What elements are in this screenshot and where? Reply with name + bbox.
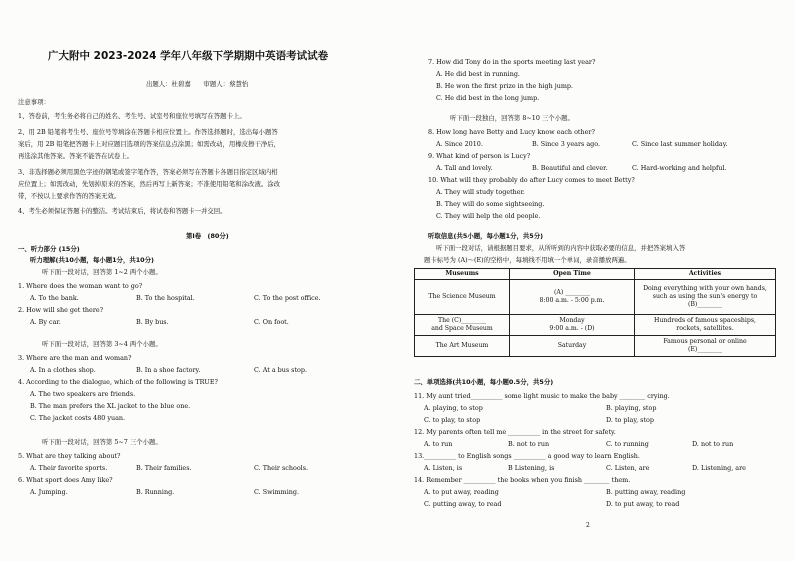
option: A. Tall and lovely. — [436, 164, 493, 172]
table-cell: Hundreds of famous spaceships, rockets, satellites. — [635, 315, 776, 336]
option: A. Jumping. — [30, 488, 68, 496]
question-13: 13.__________ to English songs __________ a good way to learn English. — [414, 452, 640, 460]
question-10: 10. What will they probably do after Lucy comes to meet Betty? — [428, 176, 635, 184]
option: A. In a clothes shop. — [30, 366, 96, 374]
museum-table — [414, 268, 776, 357]
listening-instruction: 听下面一段对话，回答第 1~2 两个小题。 — [42, 268, 162, 276]
table-row — [415, 280, 776, 315]
option: B. not to run — [508, 440, 550, 448]
option: D. not to run — [692, 440, 734, 448]
question-8: 8. How long have Betty and Lucy know each other? — [428, 128, 595, 136]
right-column — [410, 0, 782, 561]
exam-title: 广大附中 2023-2024 学年八年级下学期期中英语考试试卷 — [48, 50, 329, 62]
question-12: 12. My parents often tell me __________ in the street for safety. — [414, 428, 616, 436]
note-line: 应位置上；如需改动，先划掉原来的答案，然后再写上新答案；不准使用铅笔和涂改液。涂改 — [18, 180, 281, 188]
option: C. They will help the old people. — [436, 212, 541, 220]
table-row — [415, 336, 776, 357]
listening-instruction: 听下面一段对话，回答第 3~4 两个小题。 — [42, 340, 162, 348]
option: C. Hard-working and helpful. — [632, 164, 727, 172]
option: B. To the hospital. — [136, 294, 195, 302]
option: A. to run — [424, 440, 453, 448]
table-cell: Doing everything with your own hands, such as using the sun's energy to (B)________ — [635, 280, 776, 315]
table-header: Activities — [635, 269, 776, 280]
question-14: 14. Remember __________ the books when you finish ________ them. — [414, 476, 631, 484]
info-heading: 听取信息(共5小题，每小题1分，共5分) — [428, 232, 544, 240]
option: C. Swimming. — [254, 488, 300, 496]
table-cell: (A) ________ 8:00 a.m. - 5:00 p.m. — [510, 280, 635, 315]
section-heading: 二、单项选择(共10小题，每小题0.5分，共5分) — [414, 378, 554, 386]
option: A. He did best in running. — [436, 70, 520, 78]
question-6: 6. What sport does Amy like? — [18, 476, 113, 484]
option: A. By car. — [30, 318, 61, 326]
option: C. He did best in the long jump. — [436, 94, 540, 102]
option: C. Since last summer holiday. — [632, 140, 728, 148]
option: B. Their families. — [136, 464, 192, 472]
notes-heading: 注意事项： — [18, 98, 50, 106]
option: B. Since 3 years ago. — [532, 140, 601, 148]
left-column — [18, 0, 396, 561]
info-instruction: 题卡标号为 (A)～(E)的空格中，每填线不用填一个单词，录音播放两遍。 — [424, 256, 631, 264]
note-line: 2、用 2B 铅笔将考生号、座位号等填涂在答题卡相应位置上。作答选择题时，选出每小题答 — [18, 128, 278, 136]
table-cell: The Science Museum — [415, 280, 510, 315]
table-cell: The Art Museum — [415, 336, 510, 357]
option: B. The man prefers the XL jacket to the blue one. — [30, 402, 191, 410]
question-7: 7. How did Tony do in the sports meeting last year? — [428, 58, 596, 66]
option: A. playing, to stop — [424, 404, 483, 412]
option: A. They will study together. — [436, 188, 525, 196]
question-3: 3. Where are the man and woman? — [18, 354, 132, 362]
table-cell: Famous personal or online (E)________ — [635, 336, 776, 357]
question-9: 9. What kind of person is Lucy? — [428, 152, 531, 160]
table-cell: The (C)________ and Space Museum — [415, 315, 510, 336]
option: B. playing, stop — [606, 404, 657, 412]
question-11: 11. My aunt tried__________ some light music to make the baby ________ crying. — [414, 392, 670, 400]
option: C. Listen, are — [606, 464, 650, 472]
option: B. He won the first prize in the high jump. — [436, 82, 574, 90]
exam-authors: 出题人：杜碧嘉 审题人：蔡慧怡 — [146, 80, 249, 88]
subsection-heading: 听力理解(共10小题，每小题1分，共10分) — [30, 256, 154, 264]
info-instruction: 听下面一段对话，请根据题目要求，从所听到的内容中获取必要的信息，并把答案填入答 — [436, 244, 686, 252]
option: B. By bus. — [136, 318, 169, 326]
option: C. The jacket costs 480 yuan. — [30, 414, 126, 422]
option: A. The two speakers are friends. — [30, 390, 136, 398]
option: D. to play, stop — [606, 416, 654, 424]
question-4: 4. According to the dialogue, which of the following is TRUE? — [18, 378, 218, 386]
option: C. to running — [606, 440, 649, 448]
option: A. To the bank. — [30, 294, 79, 302]
option: D. to put away, to read — [606, 500, 680, 508]
section-heading: 一、听力部分 (15分) — [18, 245, 80, 253]
option: B. putting away, reading — [606, 488, 686, 496]
note-line: 再选涂其他答案。答案不能答在试卷上。 — [18, 152, 134, 160]
option: C. On foot. — [254, 318, 289, 326]
option: B. In a shoe factory. — [136, 366, 201, 374]
note-line: 1、答卷前，考生务必将自己的姓名、考生号、试室号和座位号填写在答题卡上。 — [18, 112, 246, 120]
note-line: 3、非选择题必须用黑色字迹的钢笔或签字笔作答，答案必须写在答题卡各题目指定区域内相 — [18, 168, 278, 176]
option: C. At a bus stop. — [254, 366, 308, 374]
table-row — [415, 315, 776, 336]
option: B Listening, is — [508, 464, 555, 472]
listening-instruction: 听下面一段独白，回答第 8~10 三个小题。 — [450, 114, 574, 122]
option: B. They will do some sightseeing. — [436, 200, 545, 208]
part-heading: 第Ⅰ卷 (80分) — [186, 232, 229, 240]
note-line: 带，不按以上要求作答的答案无效。 — [18, 192, 121, 200]
table-header-row — [415, 269, 776, 280]
option: A. Since 2010. — [436, 140, 483, 148]
option: B. Running. — [136, 488, 175, 496]
option: A. to put away, reading — [424, 488, 499, 496]
note-line: 4、考生必须保证答题卡的整洁。考试结束后，将试卷和答题卡一并交回。 — [18, 207, 227, 215]
option: C. putting away, to read — [424, 500, 502, 508]
question-5: 5. What are they talking about? — [18, 452, 121, 460]
option: C. Their schools. — [254, 464, 309, 472]
option: A. Listen, is — [424, 464, 463, 472]
question-1: 1. Where does the woman want to go? — [18, 282, 143, 290]
table-header: Open Time — [510, 269, 635, 280]
option: D. Listening, are — [692, 464, 746, 472]
question-2: 2. How will she get there? — [18, 306, 104, 314]
table-cell: Monday 9:00 a.m. - (D) — [510, 315, 635, 336]
table-header: Museums — [415, 269, 510, 280]
page-number: 2 — [586, 522, 590, 529]
listening-instruction: 听下面一段对话，回答第 5~7 三个小题。 — [42, 438, 162, 446]
option: C. To the post office. — [254, 294, 321, 302]
table-cell: Saturday — [510, 336, 635, 357]
option: C. to play, to stop — [424, 416, 481, 424]
note-line: 案后，用 2B 铅笔把答题卡上对应题目选项的答案信息点涂黑；如需改动，用橡皮擦干净后， — [18, 140, 281, 148]
option: A. Their favorite sports. — [30, 464, 108, 472]
option: B. Beautiful and clever. — [532, 164, 608, 172]
